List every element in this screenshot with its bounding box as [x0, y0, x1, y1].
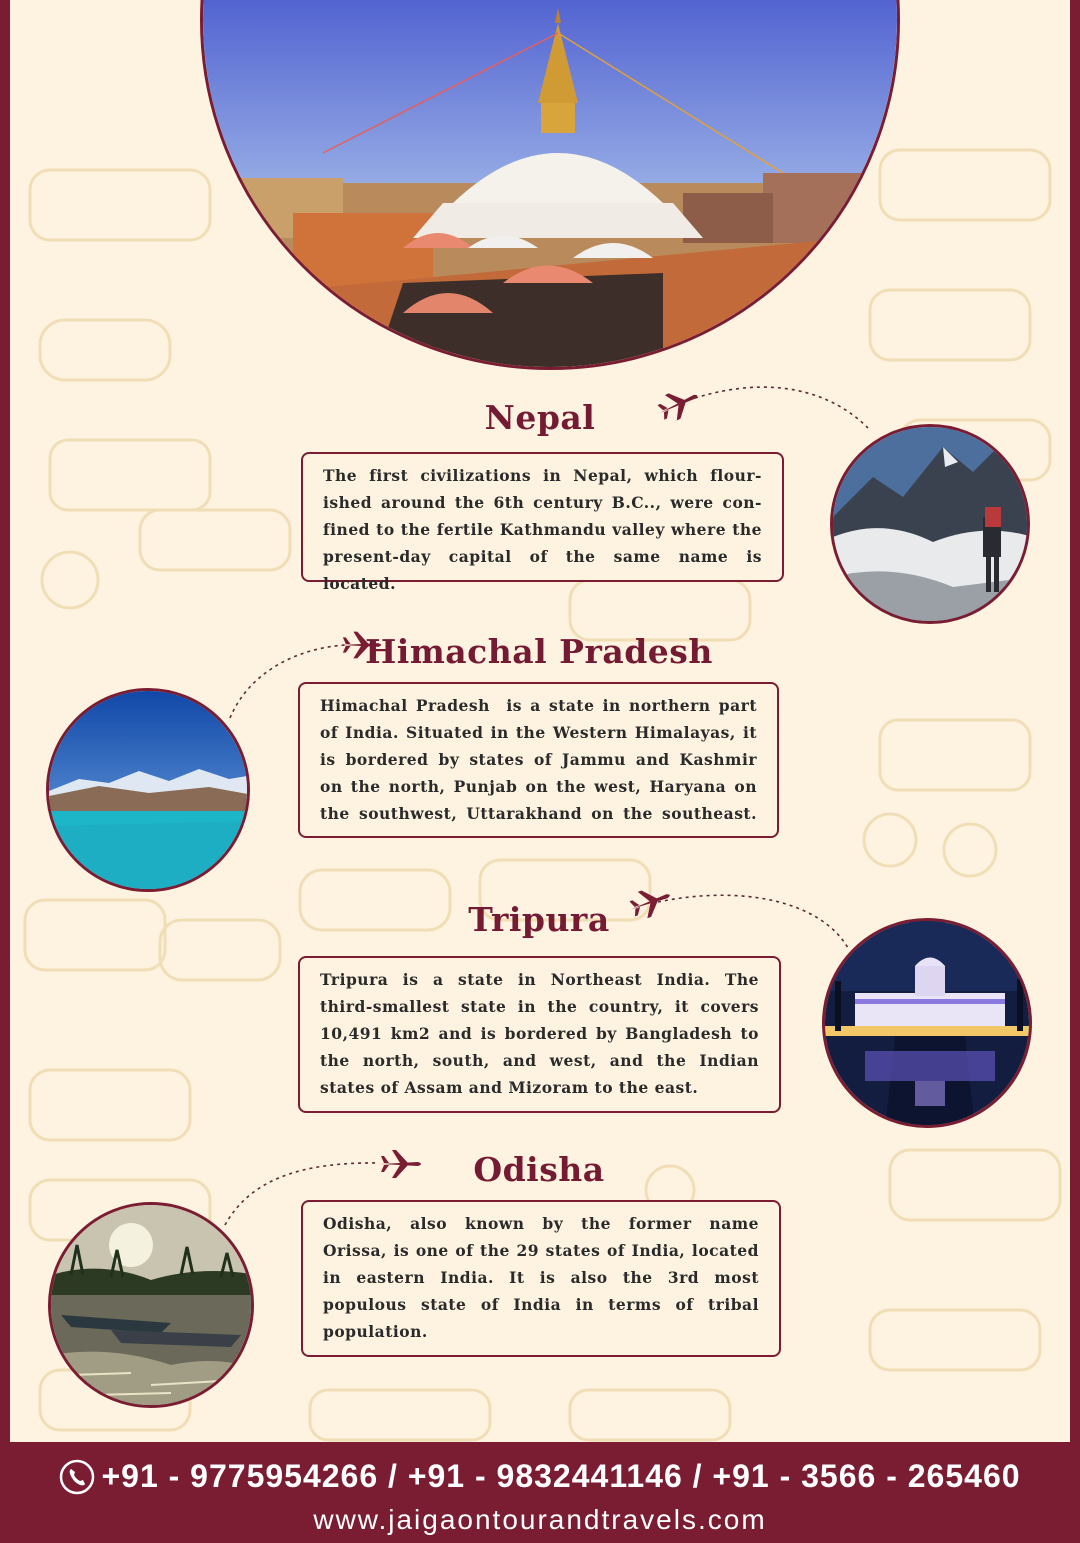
website-link[interactable]: www.jaigaontourandtravels.com: [313, 1504, 767, 1535]
phone-icon: [59, 1459, 95, 1495]
description-line: 10,491 km2 and is bordered by Bangladesh to: [320, 1024, 759, 1043]
description-line: Orissa, is one of the 29 states of India, located: [323, 1241, 759, 1260]
description-line: Himachal Pradesh is a state in northern part: [320, 696, 757, 715]
poster-panel: [10, 0, 1070, 1442]
phone-numbers-line: [0, 1458, 1080, 1495]
phone-numbers-link[interactable]: +91 - 9775954266 / +91 - 9832441146 / +91 - 3566 - 265460: [101, 1458, 1021, 1494]
nepal-trekker-photo: [830, 424, 1030, 624]
description-card-odisha: [301, 1200, 781, 1357]
description-line: on the north, Punjab on the west, Haryana on: [320, 777, 757, 796]
description-line: the southwest, Uttarakhand on the southeast.: [320, 804, 757, 823]
section-title-tripura: Tripura: [468, 900, 610, 939]
description-line: third-smallest state in the country, it covers: [320, 997, 759, 1016]
description-line: fined to the fertile Kathmandu valley where the: [323, 520, 762, 539]
description-line: in eastern India. It is also the 3rd most: [323, 1268, 759, 1287]
description-line: of India. Situated in the Western Himalayas, it: [320, 723, 757, 742]
section-title-odisha: Odisha: [473, 1150, 605, 1189]
airplane-icon: [628, 882, 674, 922]
airplane-icon: [656, 386, 702, 422]
description-line: populous state of India in terms of tribal: [323, 1295, 759, 1314]
odisha-river-photo: [48, 1202, 254, 1408]
description-line: states of Assam and Mizoram to the east.: [320, 1078, 699, 1097]
description-line: present-day capital of the same name is located.: [323, 547, 762, 593]
description-line: The first civilizations in Nepal, which flour-: [323, 466, 762, 485]
himachal-lake-photo: [46, 688, 250, 892]
description-line: population.: [323, 1322, 428, 1341]
description-line: Tripura is a state in Northeast India. The: [320, 970, 759, 989]
description-card-tripura: [298, 956, 781, 1113]
route-nepal: [695, 387, 868, 428]
tripura-palace-photo: [822, 918, 1032, 1128]
description-line: is bordered by states of Jammu and Kashmir: [320, 750, 757, 769]
description-line: ished around the 6th century B.C.., were con-: [323, 493, 762, 512]
description-line: the north, south, and west, and the Indian: [320, 1051, 759, 1070]
description-line: Odisha, also known by the former name: [323, 1214, 759, 1233]
footer: [0, 1442, 1080, 1543]
description-card-nepal: [301, 452, 784, 593]
description-card-himachal-pradesh: [298, 682, 779, 838]
route-tripura: [658, 895, 848, 948]
section-title-nepal: Nepal: [484, 398, 596, 437]
section-title-himachal-pradesh: Himachal Pradesh: [365, 632, 713, 671]
airplane-icon: [378, 1146, 424, 1182]
